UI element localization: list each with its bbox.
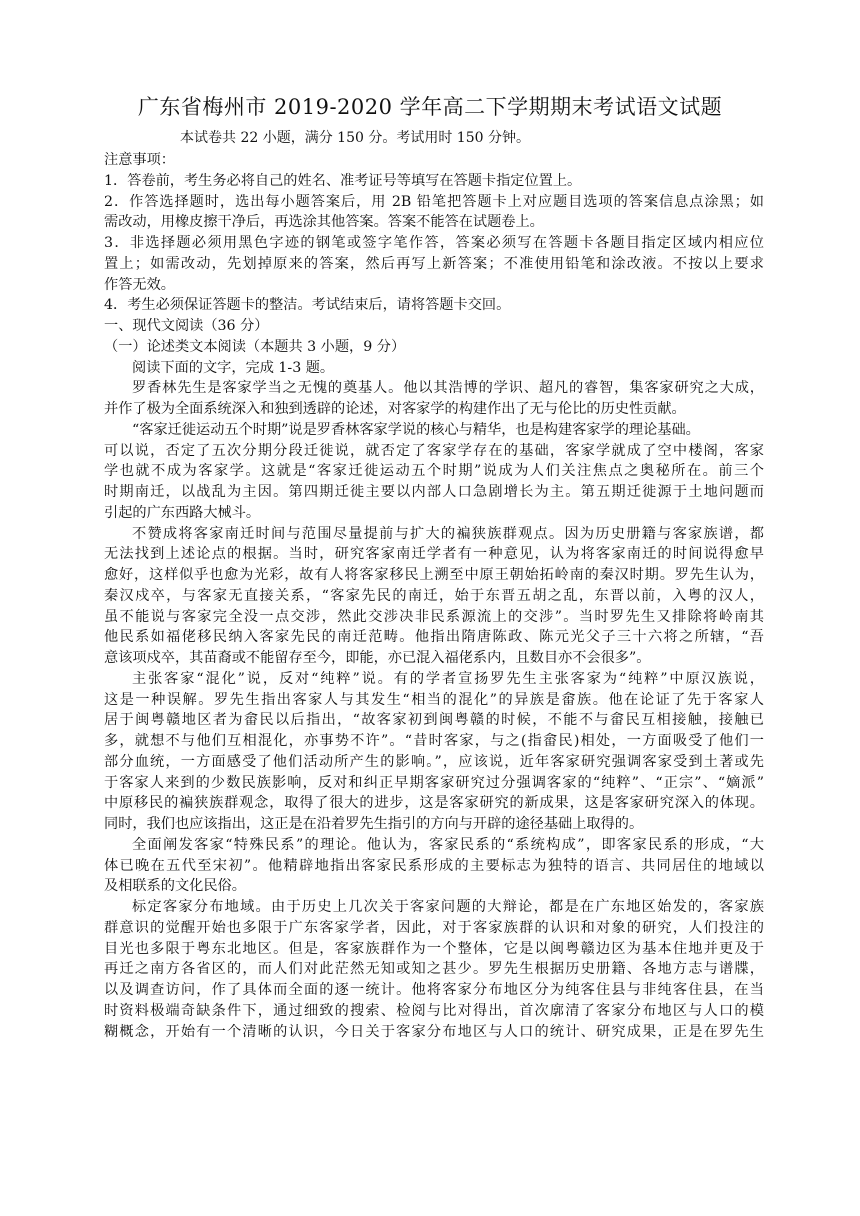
text-line: “客家迁徙运动五个时期”说是罗香林客家学说的核心与精华，也是构建客家学的理论基础。 (132, 421, 700, 438)
text-line: 无法找到上述论点的根据。当时，研究客家南迁学者有一种意见，认为将客家南迁的时间说得愈早 (104, 546, 764, 563)
text-line: 他民系如福佬移民纳入客家先民的南迁范畴。他指出隋唐陈政、陈元光父子三十六将之所辖，“吾 (104, 629, 764, 646)
text-line: 标定客家分布地域。由于历史上几次关于客家问题的大辩论，都是在广东地区始发的，客家族 (132, 899, 764, 915)
text-line: 罗香林先生是客家学当之无愧的奠基人。他以其浩博的学识、超凡的睿智，集客家研究之大成， (132, 380, 764, 397)
text-line: 群意识的觉醒开始也多限于广东客家学者，因此，对于客家族群的认识和对象的研究，人们投注的 (104, 919, 764, 936)
text-line: 并作了极为全面系统深入和独到透辟的论述，对客家学的构建作出了无与伦比的历史性贡献。 (104, 401, 686, 417)
text-line: 主张客家“混化”说，反对“纯粹”说。有的学者宣扬罗先生主张客家为“纯粹”中原汉族说， (132, 670, 764, 687)
text-line: 1．答卷前，考生务必将自己的姓名、准考证号等填写在答题卡指定位置上。 (104, 172, 582, 189)
text-line: 再迁之南方各省区的，而人们对此茫然无知或知之甚少。罗先生根据历史册籍、各地方志与谱牒， (104, 961, 764, 978)
text-line: 学也就不成为客家学。这就是“客家迁徙运动五个时期”说成为人们关注焦点之奥秘所在。前三个 (104, 463, 764, 480)
text-line: 糊概念，开始有一个清晰的认识，今日关于客家分布地区与人口的统计、研究成果，正是在罗先生 (104, 1023, 764, 1040)
text-line: 愈好，这样似乎也愈为光彩，故有人将客家移民上溯至中原王朝始拓岭南的秦汉时期。罗先生认为， (104, 567, 764, 583)
text-line: 同时，我们也应该指出，这正是在沿着罗先生指引的方向与开辟的途径基础上取得的。 (104, 816, 644, 832)
text-line: 部分血统，一方面感受了他们活动所产生的影响。”，应该说，近年客家研究强调客家受到土著或先 (104, 753, 764, 770)
text-line: 作答无效。 (104, 276, 175, 293)
text-line: 置上；如需改动，先划掉原来的答案，然后再写上新答案；不准使用铅笔和涂改液。不按以上要求 (104, 255, 764, 272)
text-line: 体已晚在五代至宋初”。他精辟地指出客家民系形成的主要标志为独特的语言、共同居住的地域以 (104, 857, 764, 874)
text-line: 需改动，用橡皮擦干净后，再选涂其他答案。答案不能答在试题卷上。 (104, 214, 544, 231)
text-line: 不赞成将客家南迁时间与范围尽量提前与扩大的褊狭族群观点。因为历史册籍与客家族谱，都 (132, 525, 764, 542)
text-line: 全面阐发客家“特殊民系”的理论。他认为，客家民系的“系统构成”，即客家民系的形成，“大 (132, 836, 764, 853)
text-line: 以及调查访问，作了具体而全面的逐一统计。他将客家分布地区分为纯客住县与非纯客住县，在当 (104, 982, 764, 998)
text-line: 居于闽粤赣地区者为畲民以后指出，“故客家初到闽粤赣的时候，不能不与畲民互相接触，接触已 (104, 712, 764, 729)
text-line: 时资料极端奇缺条件下，通过细致的搜索、检阅与比对得出，首次廓清了客家分布地区与人口的模 (104, 1002, 764, 1019)
text-line: 引起的广东西路大械斗。 (104, 504, 261, 521)
text-line: 阅读下面的文字，完成 1-3 题。 (132, 359, 335, 376)
text-line: 中原移民的褊狭族群观念，取得了很大的进步，这是客家研究的新成果，这是客家研究深入的体现。 (104, 795, 764, 812)
text-line: 注意事项： (104, 152, 175, 168)
text-line: 及相联系的文化民俗。 (104, 878, 246, 895)
text-line: 秦汉戍卒，与客家无直接关系，“客家先民的南迁，始于东晋五胡之乱，东晋以前，入粤的汉人， (104, 587, 764, 604)
exam-info: 本试卷共 22 小题，满分 150 分。考试用时 150 分钟。 (180, 130, 530, 146)
text-line: 于客家人来到的少数民族影响，反对和纠正早期客家研究过分强调客家的“纯粹”、“正宗”、“嫡派” (104, 774, 764, 791)
document-title: 广东省梅州市 2019-2020 学年高二下学期期末考试语文试题 (137, 95, 723, 119)
text-line: 4．考生必须保证答题卡的整洁。考试结束后，请将答题卡交回。 (104, 297, 511, 314)
text-line: （一）论述类文本阅读（本题共 3 小题，9 分） (104, 338, 406, 355)
text-line: 意该项戍卒，其苗裔或不能留存至今，即能，亦已混入福佬系内，且数目亦不会很多”。 (104, 650, 651, 666)
text-line: 这是一种误解。罗先生指出客家人与其发生“相当的混化”的异族是畲族。他在论证了先于客家人 (104, 691, 764, 708)
text-line: 2．作答选择题时，选出每小题答案后，用 2B 铅笔把答题卡上对应题目选项的答案信息点涂黑；如 (104, 193, 764, 210)
text-line: 多，就想不与他们互相混化，亦事势不许”。“昔时客家，与之(指畲民)相处，一方面吸受了他们一 (104, 733, 764, 749)
text-line: 可以说，否定了五次分期分段迁徙说，就否定了客家学存在的基础，客家学就成了空中楼阁，客家 (104, 442, 764, 459)
text-line: 3．非选择题必须用黑色字迹的钢笔或签字笔作答，答案必须写在答题卡各题目指定区域内相应位 (104, 235, 764, 251)
text-line: 虽不能说与客家完全没一点交涉，然此交涉决非民系源流上的交涉”。当时罗先生又排除将岭南其 (104, 608, 764, 625)
text-line: 一、现代文阅读（36 分） (104, 318, 269, 334)
text-line: 目光也多限于粤东北地区。但是，客家族群作为一个整体，它是以闽粤赣边区为基本住地并更及于 (104, 940, 764, 957)
text-line: 时期南迁，以战乱为主因。第四期迁徙主要以内部人口急剧增长为主。第五期迁徙源于土地问题而 (104, 484, 764, 500)
